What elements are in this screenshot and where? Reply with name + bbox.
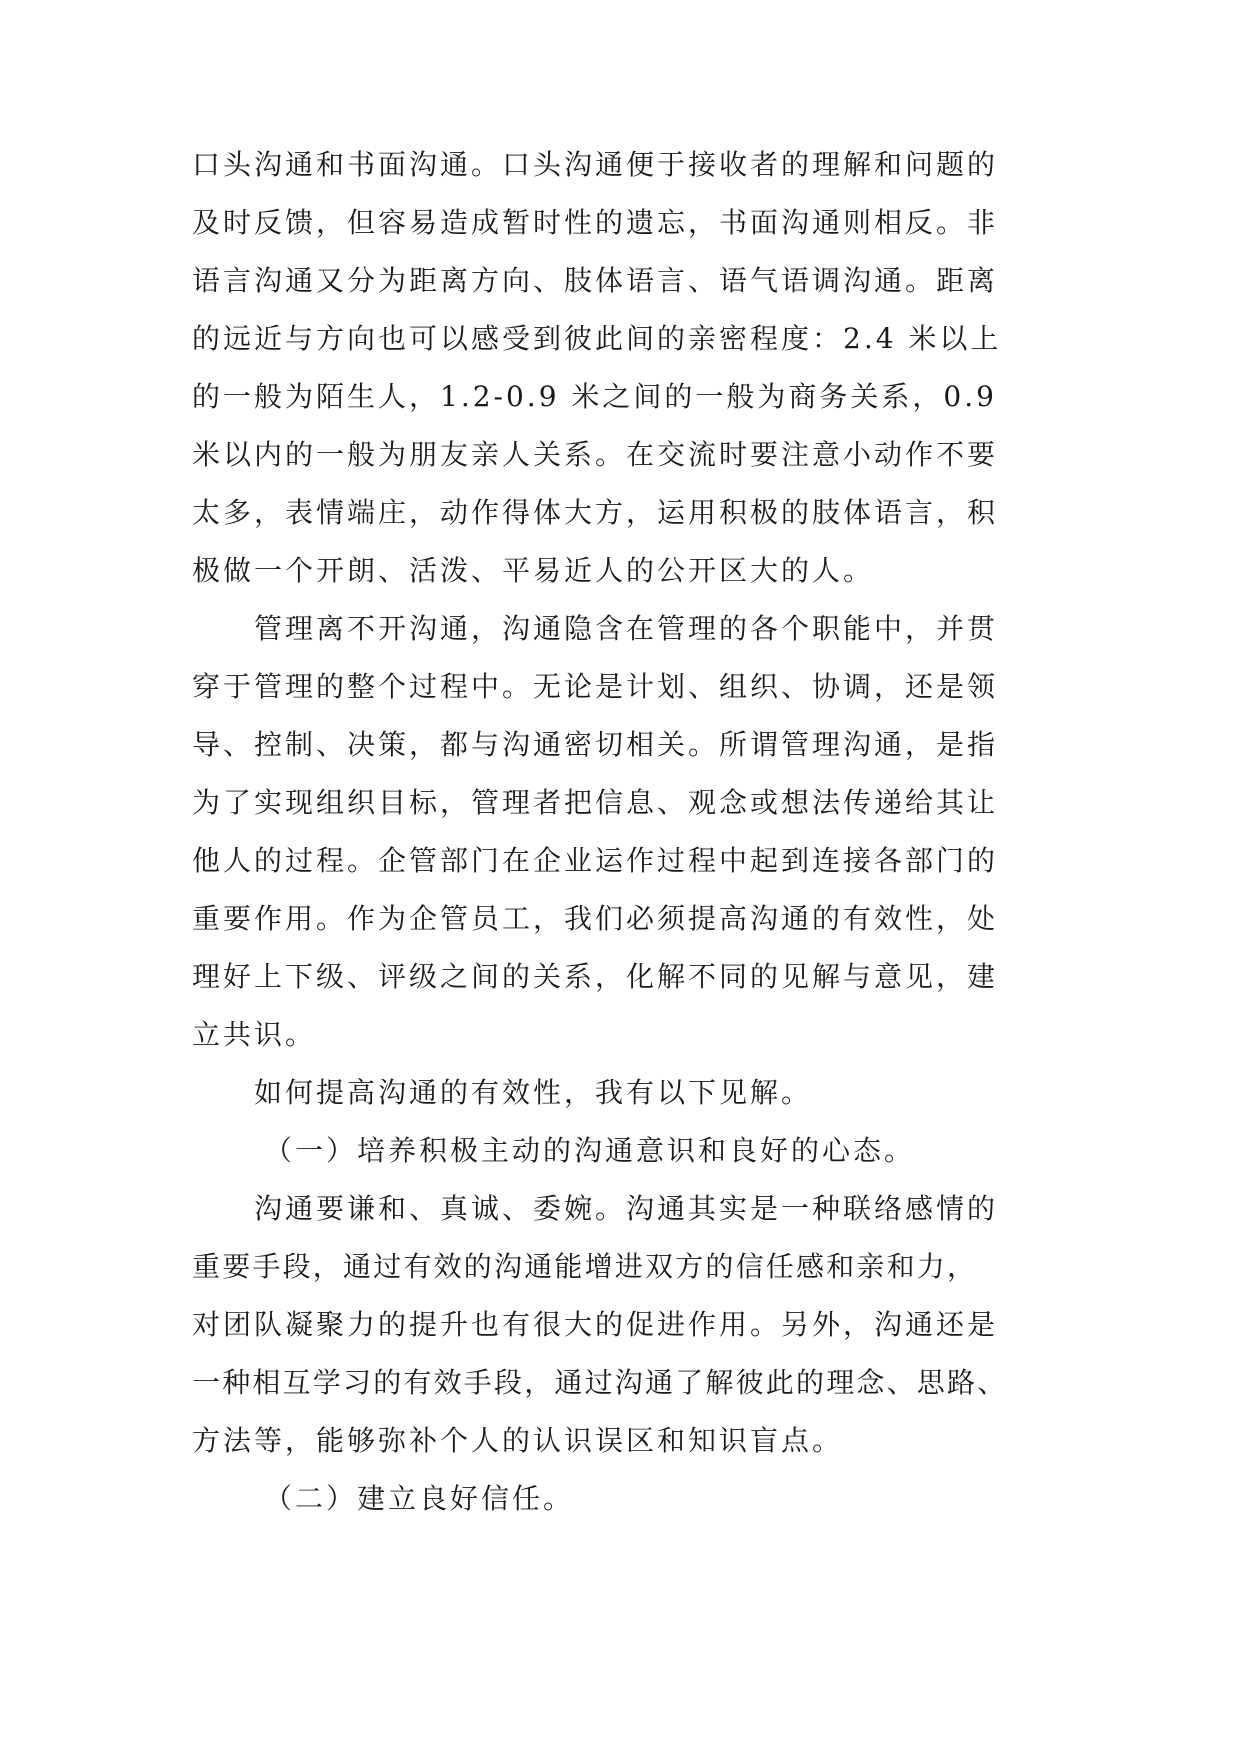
text-line: 及时反馈，但容易造成暂时性的遗忘，书面沟通则相反。非	[192, 206, 999, 239]
paragraph-5	[192, 1180, 1052, 1470]
text-line: 他人的过程。企管部门在企业运作过程中起到连接各部门的	[192, 844, 999, 877]
text-line: 米以内的一般为朋友亲人关系。在交流时要注意小动作不要	[192, 438, 999, 471]
text-line: 太多，表情端庄，动作得体大方，运用积极的肢体语言，积	[192, 496, 999, 529]
text-line: 的远近与方向也可以感受到彼此间的亲密程度：2.4 米以上	[192, 322, 1002, 355]
section-heading-2	[192, 1470, 1052, 1528]
text-line: 极做一个开朗、活泼、平易近人的公开区大的人。	[192, 554, 875, 587]
text-line: 为了实现组织目标，管理者把信息、观念或想法传递给其让	[192, 786, 999, 819]
text-line: 方法等，能够弥补个人的认识误区和知识盲点。	[192, 1424, 844, 1457]
paragraph-1	[192, 136, 1052, 600]
text-line: 的一般为陌生人，1.2-0.9 米之间的一般为商务关系，0.9	[192, 380, 997, 413]
text-line: 理好上下级、评级之间的关系，化解不同的见解与意见，建	[192, 960, 999, 993]
text-line: 穿于管理的整个过程中。无论是计划、组织、协调，还是领	[192, 670, 999, 703]
text-line: 沟通要谦和、真诚、委婉。沟通其实是一种联络感情的	[254, 1192, 999, 1225]
text-line: （一）培养积极主动的沟通意识和良好的心态。	[264, 1134, 916, 1167]
text-line: 对团队凝聚力的提升也有很大的促进作用。另外，沟通还是	[192, 1308, 999, 1341]
text-line: 一种相互学习的有效手段，通过沟通了解彼此的理念、思路、	[192, 1366, 1008, 1399]
text-line: 导、控制、决策，都与沟通密切相关。所谓管理沟通，是指	[192, 728, 999, 761]
text-line: 语言沟通又分为距离方向、肢体语言、语气语调沟通。距离	[192, 264, 999, 297]
text-line: 立共识。	[192, 1018, 317, 1051]
text-line: 口头沟通和书面沟通。口头沟通便于接收者的理解和问题的	[192, 148, 999, 181]
section-heading-1	[192, 1122, 1052, 1180]
paragraph-2	[192, 600, 1052, 1064]
text-line: （二）建立良好信任。	[264, 1482, 575, 1515]
paragraph-3	[192, 1064, 1052, 1122]
text-line: 如何提高沟通的有效性，我有以下见解。	[254, 1076, 813, 1109]
text-line: 重要作用。作为企管员工，我们必须提高沟通的有效性，处	[192, 902, 999, 935]
text-line: 管理离不开沟通，沟通隐含在管理的各个职能中，并贯	[254, 612, 999, 645]
text-line: 重要手段，通过有效的沟通能增进双方的信任感和亲和力，	[192, 1250, 978, 1283]
